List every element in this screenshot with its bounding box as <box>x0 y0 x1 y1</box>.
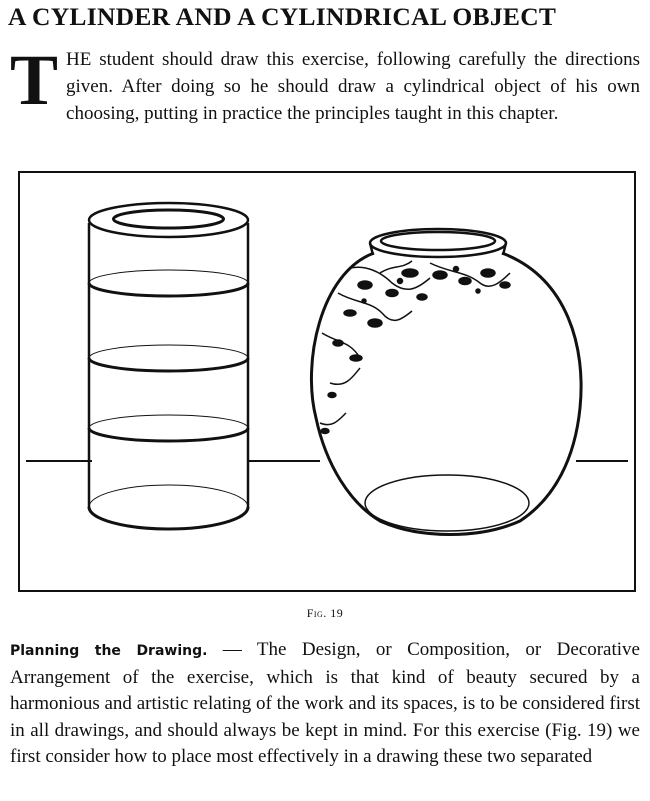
vase-base-ellipse <box>365 475 529 531</box>
figure-illustration <box>18 171 636 592</box>
body-text: — The Design, or Composition, or Decorative Arrangement of the exercise, which is that kind of beauty secured by a harmonious and artistic relating of the work and its spaces, is to be considered first in all drawings, and should always be kept in mind. For this exercise (Fig. 19) we first consider how to place most effectively in a drawing these two separated <box>10 639 640 767</box>
section-heading: Planning the Drawing. <box>10 643 208 659</box>
cylinder-base-front <box>89 507 248 529</box>
intro-text: HE student should draw this exercise, following carefully the directions given. After doing so he should draw a cylindrical object of his own choosing, putting in practice the principles taught in this chapter. <box>66 49 640 124</box>
vase-body-outline <box>311 253 581 535</box>
intro-paragraph <box>10 40 640 127</box>
cylinder-ring-2-front <box>89 358 248 371</box>
vase <box>311 229 581 535</box>
drop-cap: T <box>10 40 59 120</box>
vase-floral-decoration <box>320 261 510 434</box>
body-paragraph <box>10 637 640 771</box>
figure-caption: Fig. 19 <box>306 606 344 620</box>
page-title: A CYLINDER AND A CYLINDRICAL OBJECT <box>8 2 557 31</box>
vase-rim-inner <box>381 232 495 250</box>
figure-drawing <box>20 173 634 590</box>
cylinder-ring-1-front <box>89 283 248 296</box>
cylinder <box>89 203 248 529</box>
cylinder-ring-3-front <box>89 428 248 441</box>
cylinder-top-inner-ellipse <box>114 210 224 228</box>
